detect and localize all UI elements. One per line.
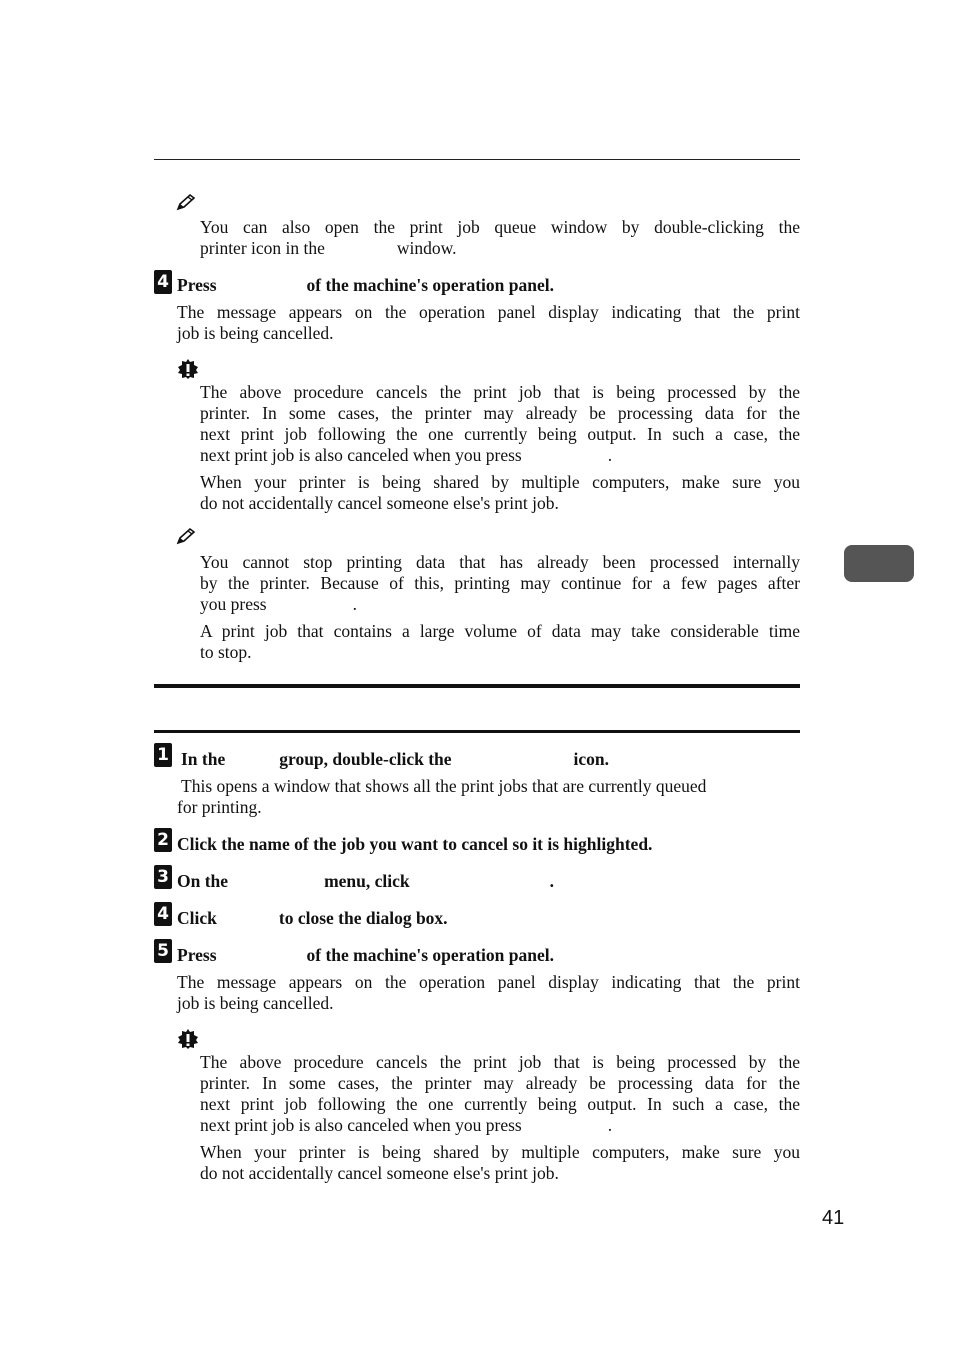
page-number: 41 [822,1207,845,1229]
important-icon [177,1028,199,1050]
important-paragraph: The above procedure cancels the print job that is being processed by the printer. In some cases, the printer may already be processing data for the next print job following the one currently being output. In such a case, the next print job is also canceled when you press . [200,382,800,465]
important-icon [177,358,199,380]
note-line: You can also open the print job queue window by double-clicking the [200,217,800,237]
step-instruction: On the menu, click . [177,871,554,891]
chapter-tab [844,545,914,582]
step-instruction: Press of the machine's operation panel. [177,945,554,965]
step-number-badge: 2 [154,828,172,852]
header-rule [154,159,800,160]
step-number-badge: 3 [154,865,172,889]
note-paragraph: A print job that contains a large volume of data may take considerable time to stop. [200,621,800,662]
step-number-badge: 4 [154,902,172,926]
note-paragraph [200,217,800,259]
step-instruction: Click the name of the job you want to cancel so it is highlighted. [177,834,653,854]
step-description: The message appears on the operation panel display indicating that the print job is being cancelled. [177,302,800,343]
important-paragraph: The above procedure cancels the print job that is being processed by the printer. In some cases, the printer may already be processing data for the next print job following the one currently being output. In such a case, the next print job is also canceled when you press . [200,1052,800,1135]
step-description: This opens a window that shows all the print jobs that are currently queued for printing. [177,776,707,817]
step-description: The message appears on the operation panel display indicating that the print job is being cancelled. [177,972,800,1013]
step-number-badge: 5 [154,939,172,963]
section-heading-rule [154,730,800,733]
pencil-note-icon [176,527,196,545]
step-instruction: Press of the machine's operation panel. [177,275,554,295]
step-number-badge: 4 [154,270,172,294]
step-number-badge: 1 [154,743,172,767]
section-rule [154,684,800,688]
important-paragraph: When your printer is being shared by multiple computers, make sure you do not accidentally cancel someone else's print job. [200,1142,800,1183]
step-instruction: Click to close the dialog box. [177,908,448,928]
step-instruction: In the group, double-click the icon. [181,749,610,769]
note-paragraph: You cannot stop printing data that has already been processed internally by the printer. Because of this, printing may continue for a few pages after you press . [200,552,800,614]
important-paragraph: When your printer is being shared by multiple computers, make sure you do not accidentally cancel someone else's print job. [200,472,800,513]
pencil-note-icon [176,193,196,211]
note-line: printer icon in the window. [200,238,457,258]
